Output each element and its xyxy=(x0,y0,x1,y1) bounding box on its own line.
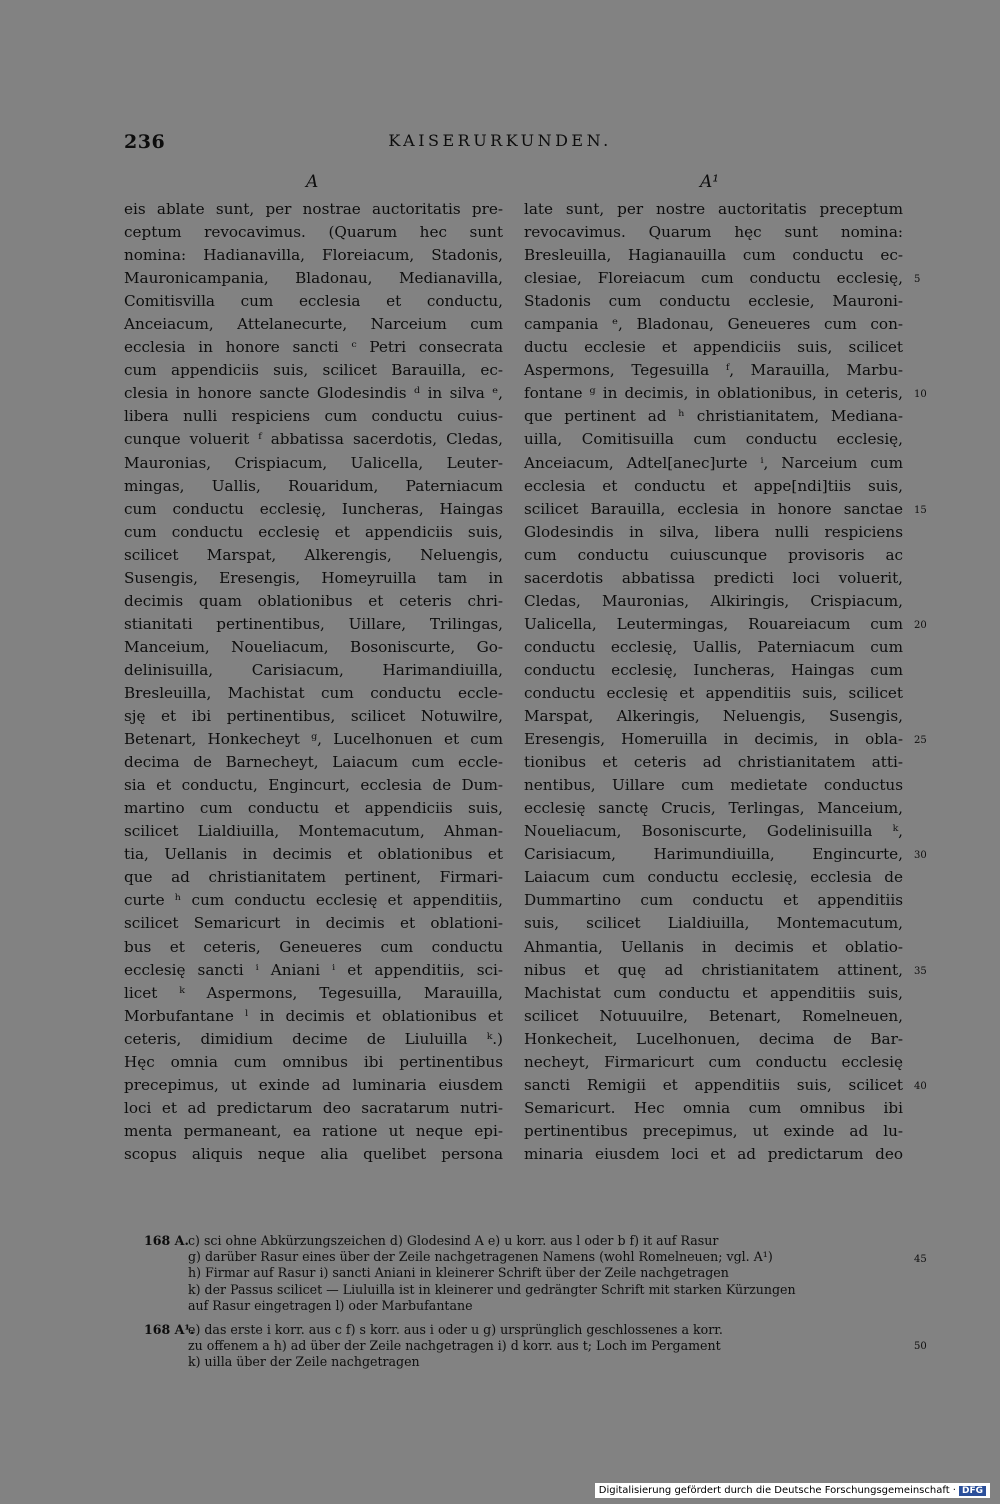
note-margin-number: 45 xyxy=(914,1254,927,1265)
right-column-line: Anceiacum, Adtel[anec]urte ⁱ, Narceium cum xyxy=(524,453,903,472)
left-column-line: curte ʰ cum conductu ecclesię et appenditiis, xyxy=(124,891,503,910)
right-column-line: uilla, Comitisuilla cum conductu ecclesię, xyxy=(524,430,903,449)
left-column-line: Mauronicampania, Bladonau, Medianavilla, xyxy=(124,269,503,288)
apparatus-line xyxy=(144,1265,906,1281)
left-column-line: Bresleuilla, Machistat cum conductu eccle- xyxy=(124,683,503,702)
right-column-line: campania ᵉ, Bladonau, Geneueres cum con- xyxy=(524,315,903,334)
left-column-line: Manceium, Noueliacum, Bosoniscurte, Go- xyxy=(124,637,503,656)
right-column-line: que pertinent ad ʰ christianitatem, Mediana- xyxy=(524,407,903,426)
apparatus-line xyxy=(144,1354,906,1370)
margin-line-number: 15 xyxy=(914,504,927,516)
right-column-line: revocavimus. Quarum hęc sunt nomina: xyxy=(524,223,903,242)
left-column-line: cum conductu ecclesię, Iuncheras, Haingas xyxy=(124,499,503,518)
dfg-logo: DFG xyxy=(959,1486,986,1496)
right-column-line: Eresengis, Homeruilla in decimis, in obla- xyxy=(524,730,903,749)
apparatus-line xyxy=(144,1249,906,1265)
apparatus-line xyxy=(144,1233,906,1249)
credit-text: Digitalisierung gefördert durch die Deutsche Forschungsgemeinschaft · xyxy=(598,1485,956,1496)
left-column-line: martino cum conductu et appendiciis suis, xyxy=(124,799,503,818)
left-column-line: Betenart, Honkecheyt ᵍ, Lucelhonuen et cum xyxy=(124,730,503,749)
left-column-line: scilicet Lialdiuilla, Montemacutum, Ahman- xyxy=(124,822,503,841)
left-column-line: cunque voluerit ᶠ abbatissa sacerdotis, Cledas, xyxy=(124,430,503,449)
left-column-line: clesia in honore sancte Glodesindis ᵈ in silva ᵉ, xyxy=(124,384,503,403)
apparatus-line xyxy=(144,1322,906,1338)
right-column-line: scilicet Notuuuilre, Betenart, Romelneuen, xyxy=(524,1006,903,1025)
right-column-line: Marspat, Alkeringis, Neluengis, Susengis, xyxy=(524,707,903,726)
right-column-line: ductu ecclesie et appendiciis suis, scilicet xyxy=(524,338,903,357)
note-margin-number: 50 xyxy=(914,1341,927,1352)
margin-line-number: 10 xyxy=(914,389,927,401)
left-column-line: sia et conductu, Engincurt, ecclesia de Dum- xyxy=(124,776,503,795)
left-column-line: eis ablate sunt, per nostrae auctoritatis pre- xyxy=(124,200,503,218)
left-column-line: scilicet Semaricurt in decimis et oblationi- xyxy=(124,914,503,933)
left-column-line: scilicet Marspat, Alkerengis, Neluengis, xyxy=(124,545,503,564)
right-column-line: sacerdotis abbatissa predicti loci voluerit, xyxy=(524,568,903,587)
right-column-line: cum conductu cuiuscunque provisoris ac xyxy=(524,545,903,564)
left-column-line: Susengis, Eresengis, Homeyruilla tam in xyxy=(124,568,503,587)
left-column-line: menta permaneant, ea ratione ut neque epi- xyxy=(124,1121,503,1140)
left-column-line: ecclesię sancti ⁱ Aniani ⁱ et appenditiis, sci- xyxy=(124,960,503,979)
right-column-line: nibus et quę ad christianitatem attinent, xyxy=(524,960,903,979)
apparatus-line xyxy=(144,1338,906,1354)
right-column-line: tionibus et ceteris ad christianitatem atti- xyxy=(524,753,903,772)
right-column-line: conductu ecclesię, Iuncheras, Haingas cum xyxy=(524,660,903,679)
left-column-line: Morbufantane ˡ in decimis et oblationibus et xyxy=(124,1006,503,1025)
left-column-line: scopus aliquis neque alia quelibet persona xyxy=(124,1144,503,1163)
apparatus-label: 168 A. xyxy=(144,1233,189,1248)
apparatus-line xyxy=(144,1282,906,1298)
right-column-line: Noueliacum, Bosoniscurte, Godelinisuilla ᵏ, xyxy=(524,822,903,841)
right-column-line: sancti Remigii et appenditiis suis, scilicet xyxy=(524,1075,903,1094)
left-column-line: loci et ad predictarum deo sacratarum nutri- xyxy=(124,1098,503,1117)
left-column-line: Anceiacum, Attelanecurte, Narceium cum xyxy=(124,315,503,334)
apparatus-text: zu offenem a h) ad über der Zeile nachgetragen i) d korr. aus t; Loch im Pergament xyxy=(188,1338,721,1354)
margin-line-number: 40 xyxy=(914,1080,927,1092)
right-column-line: minaria eiusdem loci et ad predictarum deo xyxy=(524,1144,903,1163)
right-column-line: Honkecheit, Lucelhonuen, decima de Bar- xyxy=(524,1029,903,1048)
right-column-line: Stadonis cum conductu ecclesie, Mauroni- xyxy=(524,292,903,311)
left-column-line: que ad christianitatem pertinent, Firmari- xyxy=(124,868,503,887)
right-column-line: Glodesindis in silva, libera nulli respiciens xyxy=(524,522,903,541)
right-column-line: pertinentibus precepimus, ut exinde ad lu- xyxy=(524,1121,903,1140)
right-column-line: Ualicella, Leutermingas, Rouareiacum cum xyxy=(524,614,903,633)
left-column-line: nomina: Hadianavilla, Floreiacum, Stadonis, xyxy=(124,246,503,265)
left-column-line: stianitati pertinentibus, Uillare, Trilingas, xyxy=(124,614,503,633)
apparatus-text: auf Rasur eingetragen l) oder Marbufantane xyxy=(188,1297,473,1313)
left-column-line: Mauronias, Crispiacum, Ualicella, Leuter- xyxy=(124,453,503,472)
page-number: 236 xyxy=(124,131,166,153)
left-column-line: ecclesia in honore sancti ᶜ Petri consecrata xyxy=(124,338,503,357)
left-column-line: bus et ceteris, Geneueres cum conductu xyxy=(124,937,503,956)
right-column-line: Machistat cum conductu et appenditiis suis, xyxy=(524,983,903,1002)
left-column-line: libera nulli respiciens cum conductu cuius- xyxy=(124,407,503,426)
right-column-line: conductu ecclesię et appenditiis suis, scilicet xyxy=(524,683,903,702)
left-column-line: mingas, Uallis, Rouaridum, Paterniacum xyxy=(124,476,503,495)
apparatus-text: k) der Passus scilicet — Liuluilla ist in kleinerer und gedrängter Schrift mit starken Kürzungen xyxy=(188,1281,796,1297)
right-column-line: Carisiacum, Harimundiuilla, Engincurte, xyxy=(524,845,903,864)
margin-line-number: 35 xyxy=(914,965,927,977)
right-column-line: suis, scilicet Lialdiuilla, Montemacutum, xyxy=(524,914,903,933)
left-column-line: precepimus, ut exinde ad luminaria eiusdem xyxy=(124,1075,503,1094)
left-column-line: ceptum revocavimus. (Quarum hec sunt xyxy=(124,223,503,242)
right-column-line: fontane ᵍ in decimis, in oblationibus, in ceteris, xyxy=(524,384,903,403)
left-column-line: licet ᵏ Aspermons, Tegesuilla, Marauilla, xyxy=(124,983,503,1002)
left-column-line: Comitisvilla cum ecclesia et conductu, xyxy=(124,292,503,311)
right-column-line: scilicet Barauilla, ecclesia in honore sanctae xyxy=(524,499,903,518)
left-column-line: sję et ibi pertinentibus, scilicet Notuwilre, xyxy=(124,707,503,726)
apparatus-line xyxy=(144,1298,906,1314)
running-title: KAISERURKUNDEN. xyxy=(388,131,612,150)
left-column-heading: A xyxy=(306,172,319,192)
left-column-line: Hęc omnia cum omnibus ibi pertinentibus xyxy=(124,1052,503,1071)
left-column-line: decimis quam oblationibus et ceteris chri- xyxy=(124,591,503,610)
right-column-heading: A¹ xyxy=(700,172,720,192)
left-column-line: delinisuilla, Carisiacum, Harimandiuilla, xyxy=(124,660,503,679)
right-column-line: Cledas, Mauronias, Alkiringis, Crispiacum, xyxy=(524,591,903,610)
right-column-line: Aspermons, Tegesuilla ᶠ, Marauilla, Marbu- xyxy=(524,361,903,380)
right-column-line: Ahmantia, Uellanis in decimis et oblatio- xyxy=(524,937,903,956)
left-column-line: tia, Uellanis in decimis et oblationibus et xyxy=(124,845,503,864)
digitization-credit xyxy=(595,1483,990,1498)
apparatus-text: e) das erste i korr. aus c f) s korr. aus i oder u g) ursprünglich geschlossenes a korr. xyxy=(188,1322,723,1337)
right-column-line: Bresleuilla, Hagianauilla cum conductu ec- xyxy=(524,246,903,265)
right-column-line: necheyt, Firmaricurt cum conductu ecclesię xyxy=(524,1052,903,1071)
apparatus-label: 168 A¹. xyxy=(144,1322,195,1337)
left-column-line: ceteris, dimidium decime de Liuluilla ᵏ.) xyxy=(124,1029,503,1048)
margin-line-number: 30 xyxy=(914,850,927,862)
apparatus-168a1 xyxy=(144,1322,906,1371)
apparatus-text: k) uilla über der Zeile nachgetragen xyxy=(188,1354,420,1370)
left-column-line: decima de Barnecheyt, Laiacum cum eccle- xyxy=(124,753,503,772)
apparatus-168a xyxy=(144,1233,906,1314)
left-column-line: cum appendiciis suis, scilicet Barauilla, ec- xyxy=(124,361,503,380)
left-column-line: cum conductu ecclesię et appendiciis suis, xyxy=(124,522,503,541)
right-column-line: ecclesię sanctę Crucis, Terlingas, Manceium, xyxy=(524,799,903,818)
right-column-line: late sunt, per nostre auctoritatis preceptum xyxy=(524,200,903,218)
right-column-line: nentibus, Uillare cum medietate conductus xyxy=(524,776,903,795)
apparatus-text: h) Firmar auf Rasur i) sancti Aniani in kleinerer Schrift über der Zeile nachgetragen xyxy=(188,1265,729,1281)
right-column-text xyxy=(524,198,903,1166)
margin-line-number: 25 xyxy=(914,735,927,747)
margin-line-number: 5 xyxy=(914,274,921,286)
margin-line-number: 20 xyxy=(914,619,927,631)
right-column-line: Dummartino cum conductu et appenditiis xyxy=(524,891,903,910)
right-column-line: ecclesia et conductu et appe[ndi]tiis suis, xyxy=(524,476,903,495)
apparatus-text: c) sci ohne Abkürzungszeichen d) Glodesind A e) u korr. aus l oder b f) it auf Rasur xyxy=(188,1233,719,1248)
right-column-line: conductu ecclesię, Uallis, Paterniacum cum xyxy=(524,637,903,656)
apparatus-text: g) darüber Rasur eines über der Zeile nachgetragenen Namens (wohl Romelneuen; vgl. A¹) xyxy=(188,1249,773,1265)
left-column-text xyxy=(124,198,503,1166)
right-column-line: Laiacum cum conductu ecclesię, ecclesia de xyxy=(524,868,903,887)
right-column-line: clesiae, Floreiacum cum conductu ecclesię, xyxy=(524,269,903,288)
right-column-line: Semaricurt. Hec omnia cum omnibus ibi xyxy=(524,1098,903,1117)
